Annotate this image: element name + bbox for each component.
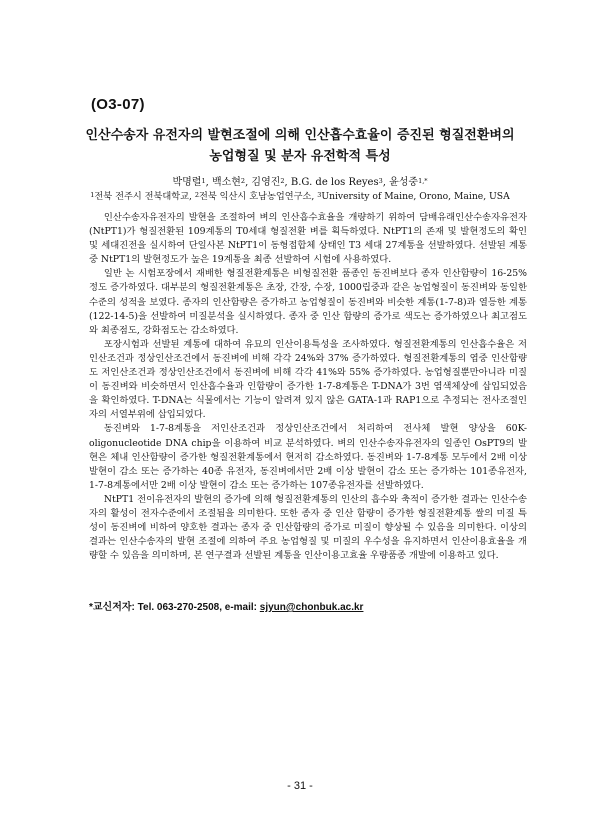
- affiliation: $^1$전북 전주시 전북대학교: [90, 191, 190, 202]
- author: 백소현$^2$: [211, 177, 246, 188]
- abstract-body: [89, 211, 527, 563]
- corresponding-author: [89, 598, 363, 613]
- affiliation: $^3$University of Maine, Orono, Maine, USA: [317, 191, 510, 202]
- contact-email-label: e-mail:: [224, 602, 257, 613]
- author-list: 박명렬$^1$, 백소현$^2$, 김영진$^2$, B.G. de los Reyes$^3$, 윤성중$^{1,*}$: [172, 177, 428, 188]
- author: 윤성중$^{1,*}$: [389, 177, 428, 188]
- contact-tel: Tel. 063-270-2508,: [137, 602, 222, 613]
- author: 김영진$^2$: [251, 177, 285, 188]
- abstract-paragraph: 일반 논 시험포장에서 재배한 형질전환계통은 비형질전환 품종인 동진벼보다 종자 인산함량이 16-25%정도 증가하였다. 대부분의 형질전환계통은 초장, 간장, 수장, 1000립중과 같은 농업형질이 동진벼와 동일한 수준의 성적을 보였다. 종자의 인산함량은 증가하고 농업형질이 동진벼와 비슷한 계통(1-7-8)과 열등한 계통(122-14-5)을 선발하여 미질분석을 실시하였다. 종자 중 인산 함량의 증가로 색도는 증가하였으나 최고점도와 최종점도, 강화점도는 감소하였다.: [89, 268, 527, 336]
- title-line-1: 인산수송자 유전자의 발현조절에 의해 인산흡수효율이 증진된 형질전환벼의: [85, 128, 515, 143]
- session-code: (O3-07): [91, 96, 145, 113]
- title-line-2: 농업형질 및 분자 유전학적 특성: [209, 149, 391, 164]
- page-number: - 31 -: [287, 780, 313, 792]
- abstract-paragraph: 포장시험과 선발된 계통에 대하여 유묘의 인산이용특성을 조사하였다. 형질전환계통의 인산흡수율은 저인산조건과 정상인산조건에서 동진벼에 비해 각각 24%와 37% 증가하였다. 형질전환계통의 엽중 인산함량도 저인산조건과 정상인산조건에서 동진벼에 비해 각각 41%와 55% 증가하였다. 농업형질뿐만아니라 미질이 동진벼와 비슷하면서 인산흡수율과 인함량이 증가한 1-7-8계통은 T-DNA가 3번 염색체상에 삽입되었음을 확인하였다. T-DNA는 식물에서는 기능이 알려져 있지 않은 GATA-1과 RAP1으로 추정되는 전사조절인자의 서열부위에 삽입되었다.: [89, 338, 527, 421]
- abstract-paragraph: 인산수송자유전자의 발현을 조절하여 벼의 인산흡수효율을 개량하기 위하여 담배유래인산수송자유전자(NtPT1)가 형질전환된 109계통의 T0세대 형질전환 벼를 획득하였다. NtPT1의 존재 및 발현정도의 확인 및 세대진전을 실시하여 단일사본 NtPT1이 동형접합체 상태인 T3 세대 27계통을 선발하였다. 선발된 계통 중 NtPT1의 발현정도가 높은 19계통을 최종 선발하여 시험에 사용하였다.: [89, 212, 527, 266]
- abstract-paragraph: NtPT1 전이유전자의 발현의 증가에 의해 형질전환계통의 인산의 흡수와 축적이 증가한 결과는 인산수송자의 활성이 전자수준에서 조절됨을 의미한다. 또한 종자 중 인산 함량이 증가한 형질전환계통 쌀의 미질 특성이 동진벼에 비하여 양호한 결과는 종자 중 인산함량의 증가로 미질이 향상될 수 있음을 의미한다. 이상의 결과는 인산수송자의 발현 조절에 의하여 주요 농업형질 및 미질의 우수성을 유지하면서 인산이용효율을 개량할 수 있음을 의미하며, 본 연구결과 선발된 계통을 인산이용고효율 우량품종 개발에 이용하고 있다.: [89, 493, 527, 562]
- contact-email-link[interactable]: sjyun@chonbuk.ac.kr: [259, 602, 364, 613]
- abstract-paragraph: 동진벼와 1-7-8계통을 저인산조건과 정상인산조건에서 처리하여 전사체 발현 양상을 60K-oligonucleotide DNA chip을 이용하여 비교 분석하였다. 벼의 인산수송자유전자의 일종인 OsPT9의 발현은 체내 인산함량이 증가한 형질전환계통에서 현저히 감소하였다. 동진벼와 1-7-8계통 모두에서 2배 이상 발현이 감소 또는 증가하는 40종 유전자, 동진벼에서만 2배 이상 발현이 감소 또는 증가하는 101종유전자, 1-7-8계통에서만 2배 이상 발현이 감소 또는 증가하는 107종유전자를 선발하였다.: [89, 423, 527, 491]
- contact-label: *교신저자:: [89, 602, 135, 613]
- author: 박명렬$^1$: [172, 177, 206, 188]
- author: B.G. de los Reyes$^3$: [290, 177, 383, 188]
- affiliation: $^2$전북 익산시 호남농업연구소: [194, 191, 312, 202]
- affiliation-list: $^1$전북 전주시 전북대학교, $^2$전북 익산시 호남농업연구소, $^3$University of Maine, Orono, Maine, USA: [90, 191, 510, 202]
